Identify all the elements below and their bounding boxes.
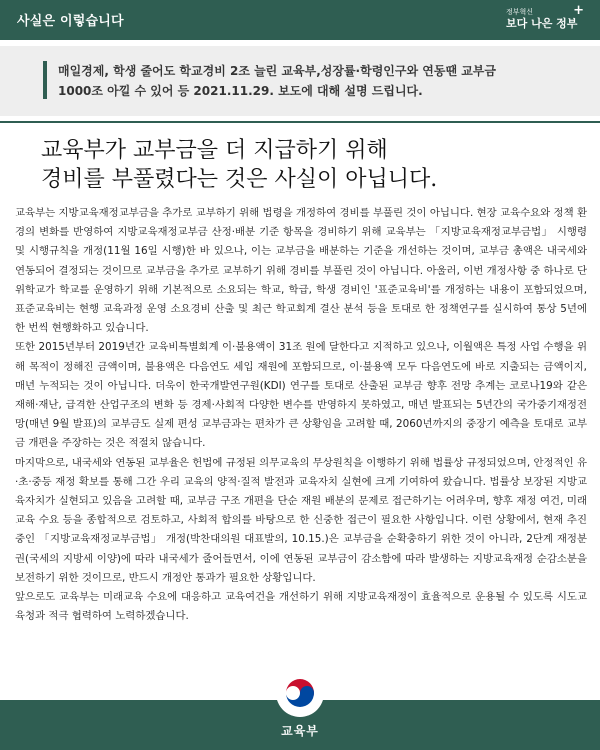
section-divider [0,121,600,123]
body-paragraph-4: 앞으로도 교육부는 미래교육 수요에 대응하고 교육여건을 개선하기 위해 지방교육재정이 효율적으로 운용될 수 있도록 시도교육청과 적극 협력하여 노력하겠습니다. [15,591,587,623]
press-notice-box [0,46,600,116]
taegeuk-emblem-icon [280,673,320,713]
notice-line-1: 매일경제, 학생 줄어도 학교경비 2조 늘린 교육부,성장률·학령인구와 연동땐 교부금 [58,64,496,78]
header-title: 사실은 이렇습니다 [17,14,124,29]
notice-line-2: 1000조 아낄 수 있어 등 2021.11.29. 보도에 대해 설명 드립니다. [58,84,423,98]
page-header [0,0,600,40]
brand-line-1: 정부혁신 [506,8,534,16]
headline [41,136,571,194]
body-paragraph-2: 또한 2015년부터 2019년간 교육비특별회계 이·불용액이 31조 원에 달한다고 지적하고 있으나, 이월액은 특정 사업 수행을 위해 목적이 정해진 금액이며, 불용액은 다음연도 세입 재원에 포함되므로, 이·불용액 모두 다음연도에 바로 지출되는 금액이지, 매년 누적되는 것이 아닙니다. 더욱이 한국개발연구원(KDI) 연구를 토대로 산출된 교부금 향후 전망 추계는 코로나19와 같은 재해·재난, 급격한 산업구조의 변화 등 경제·사회적 다양한 변수를 반영하지 못하였고, 매년 발표되는 5년간의 국가중기재정전망(매년 9월 발표)의 교부금도 실제 편성 교부금과는 편차가 큰 상황임을 고려할 때, 2060년까지의 중장기 예측을 토대로 교부금 개편을 주장하는 것은 적절치 않습니다. [15,341,587,450]
notice-accent-bar [43,61,47,99]
body-paragraph-3: 마지막으로, 내국세와 연동된 교부율은 헌법에 규정된 의무교육의 무상원칙을 이행하기 위해 법률상 규정되었으며, 안정적인 유·초·중등 재정 확보를 통해 그간 우리 교육의 양적·질적 발전과 교육자치 실현에 크게 기여하여 왔습니다. 법률상 보장된 지방교육자치가 실현되고 있음을 고려할 때, 교부금 구조 개편을 단순 재원 배분의 문제로 접근하기는 어려우며, 향후 재정 여건, 미래 교육 수요 등을 종합적으로 검토하고, 사회적 합의를 바탕으로 한 신중한 접근이 필요한 사항입니다. 이런 상황에서, 현재 추진 중인 「지방교육재정교부금법」 개정(박찬대의원 대표발의, 10.15.)은 교부금을 순확충하기 위한 것이 아니라, 2단계 재정분권(국세의 지방세 이양)에 따라 내국세가 줄어들면서, 이에 연동된 교부금이 감소함에 따라 발생하는 지방교육재정 순감소분을 보전하기 위한 것이므로, 반드시 개정안 통과가 필요한 상황입니다. [15,456,587,584]
plus-icon: + [573,3,584,18]
body-paragraph-1: 교육부는 지방교육재정교부금을 추가로 교부하기 위해 법령을 개정하여 경비를 부풀린 것이 아닙니다. 현장 교육수요와 정책 환경의 변화를 반영하여 지방교육재정교부금 산정·배분 기준 항목을 경비하기 위해 교육부는 「지방교육재정교부금법」 시행령 및 시행규칙을 개정(11월 16일 시행)한 바 있으나, 이는 교부금을 배분하는 기준을 개선하는 것이며, 교부금 총액은 내국세와 연동되어 결정되는 것이므로 교부금을 추가로 교부하기 위해 경비를 부풀린 것이 아닙니다. 아울러, 이번 개정사항 중 하나로 단위학교가 학교를 운영하기 위해 기본적으로 소요되는 학교, 학급, 학생 경비인 '표준교육비'를 개정하는 내용이 포함되었으며, 표준교육비는 현행 교육과정 운영 소요경비 산출 및 최근 학교회계 결산 분석 등을 토대로 한 정책연구를 실시하여 통상 5년에 한 번씩 현행화하고 있습니다. [15,207,587,335]
ministry-name: 교육부 [281,724,319,738]
headline-line-1: 교육부가 교부금을 더 지급하기 위해 [41,138,388,163]
brand-line-2: 보다 나은 정부 [506,17,578,30]
notice-text [58,61,578,101]
article-body [15,204,587,626]
government-innovation-logo [506,3,584,34]
headline-line-2: 경비를 부풀렸다는 것은 사실이 아닙니다. [41,167,438,192]
taegeuk-emblem-svg [280,673,320,713]
